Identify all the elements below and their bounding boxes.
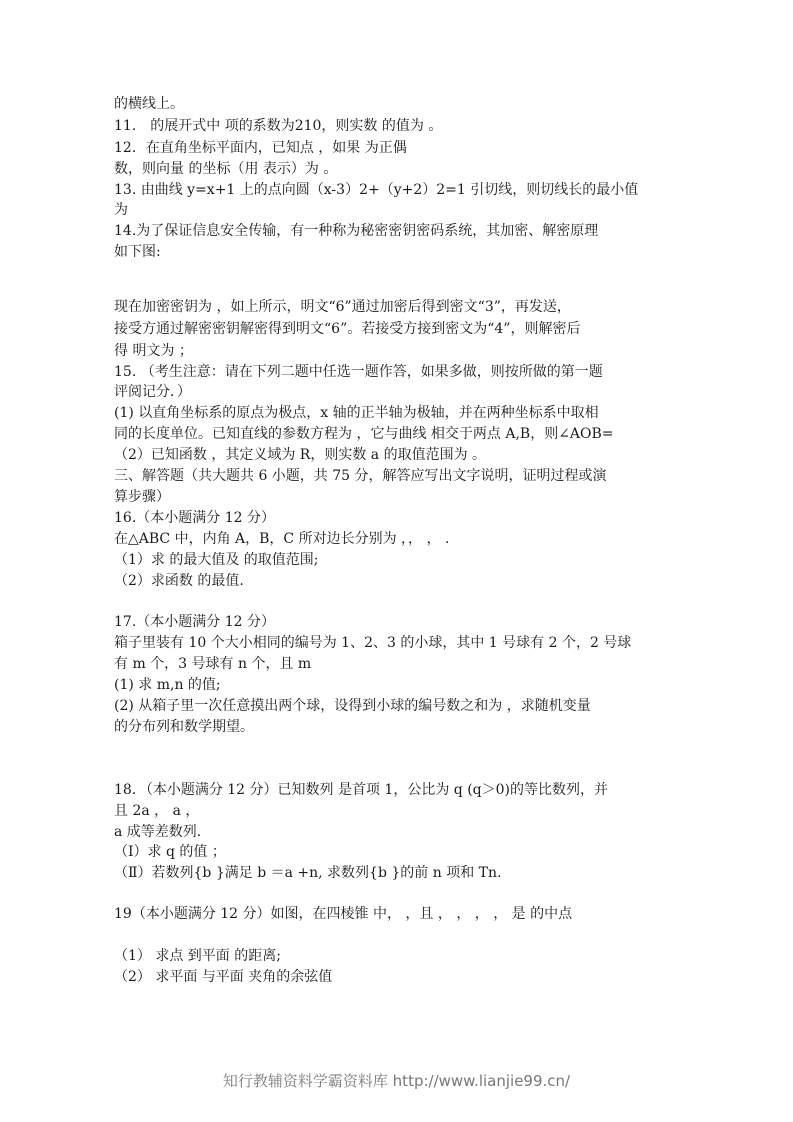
text-line: （Ⅱ）若数列{b }满足 b ＝a +n, 求数列{b }的前 n 项和 Tn.	[114, 865, 502, 881]
question-13: 13. 由曲线 y=x+1 上的点向圆（x-3）2+（y+2）2=1 引切线，则切线长的最小值	[114, 182, 639, 198]
question-14: 14.为了保证信息安全传输，有一种称为秘密密钥密码系统，其加密、解密原理	[114, 223, 599, 239]
text-line: (2) 从箱子里一次任意摸出两个球，设得到小球的编号数之和为 ，求随机变量	[114, 698, 591, 714]
text-line: （2）求函数 的最值.	[114, 573, 244, 589]
text-line: 如下图:	[114, 244, 161, 260]
text-line: (1) 求 m,n 的值;	[114, 677, 221, 693]
text-line: （1） 求点 到平面 的距离;	[114, 948, 281, 964]
text-line: 有 m 个，3 号球有 n 个，且 m	[114, 656, 312, 672]
text-line: 得 明文为 ；	[114, 343, 193, 359]
question-15: 15. （考生注意：请在下列二题中任选一题作答，如果多做，则按所做的第一题	[114, 364, 603, 380]
text-line: 的横线上。	[114, 96, 184, 112]
question-12: 12．在直角坐标平面内，已知点 ，如果 为正偶	[114, 140, 407, 156]
section-heading: 三、解答题（共大题共 6 小题，共 75 分，解答应写出文字说明，证明过程或演	[114, 468, 607, 484]
text-line: （2） 求平面 与平面 夹角的余弦值	[114, 969, 333, 985]
text-line: 接受方通过解密密钥解密得到明文“6”。若接受方接到密文为“4”，则解密后	[114, 321, 581, 337]
text-line: 的分布列和数学期望。	[114, 719, 254, 735]
text-line: 且 2a ， a ，	[114, 803, 200, 819]
question-18: 18．（本小题满分 12 分）已知数列 是首项 1，公比为 q (q＞0)的等比数列，并	[114, 782, 608, 798]
text-line: 现在加密密钥为 ，如上所示，明文“6”通过加密后得到密文“3”，再发送，	[114, 299, 571, 315]
question-15-part-1: (1) 以直角坐标系的原点为极点，x 轴的正半轴为极轴，并在两种坐标系中取相	[114, 405, 599, 421]
text-line: 评阅记分．）	[114, 384, 191, 400]
text-line: 算步骤）	[114, 489, 170, 505]
question-19: 19（本小题满分 12 分）如图，在四棱锥 中， ，且 ， ， ， ， 是 的中点	[114, 906, 573, 922]
text-line: （1）求 的最大值及 的取值范围;	[114, 552, 319, 568]
question-17: 17.（本小题满分 12 分）	[114, 614, 275, 630]
question-16: 16.（本小题满分 12 分）	[114, 510, 275, 526]
question-11: 11. 的展开式中 项的系数为210，则实数 的值为 。	[114, 118, 443, 134]
question-15-part-2: （2）已知函数 ，其定义域为 R，则实数 a 的取值范围为 。	[114, 447, 487, 463]
text-line: （Ⅰ）求 q 的值 ；	[114, 844, 226, 860]
text-line: 同的长度单位。已知直线的参数方程为 ，它与曲线 相交于两点 A,B，则∠AOB=	[114, 426, 614, 442]
text-line: a 成等差数列.	[114, 824, 202, 840]
text-line: 箱子里装有 10 个大小相同的编号为 1、2、3 的小球，其中 1 号球有 2 个，2 号球	[114, 635, 632, 651]
text-line: 为	[114, 202, 128, 218]
footer-watermark: 知行教辅资料学霸资料库 http://www.lianjie99.cn/	[222, 1072, 571, 1090]
text-line: 在△ABC 中，内角 A，B，C 所对边长分别为 ，， ， .	[114, 531, 450, 547]
text-line: 数，则向量 的坐标（用 表示）为 。	[114, 161, 338, 177]
